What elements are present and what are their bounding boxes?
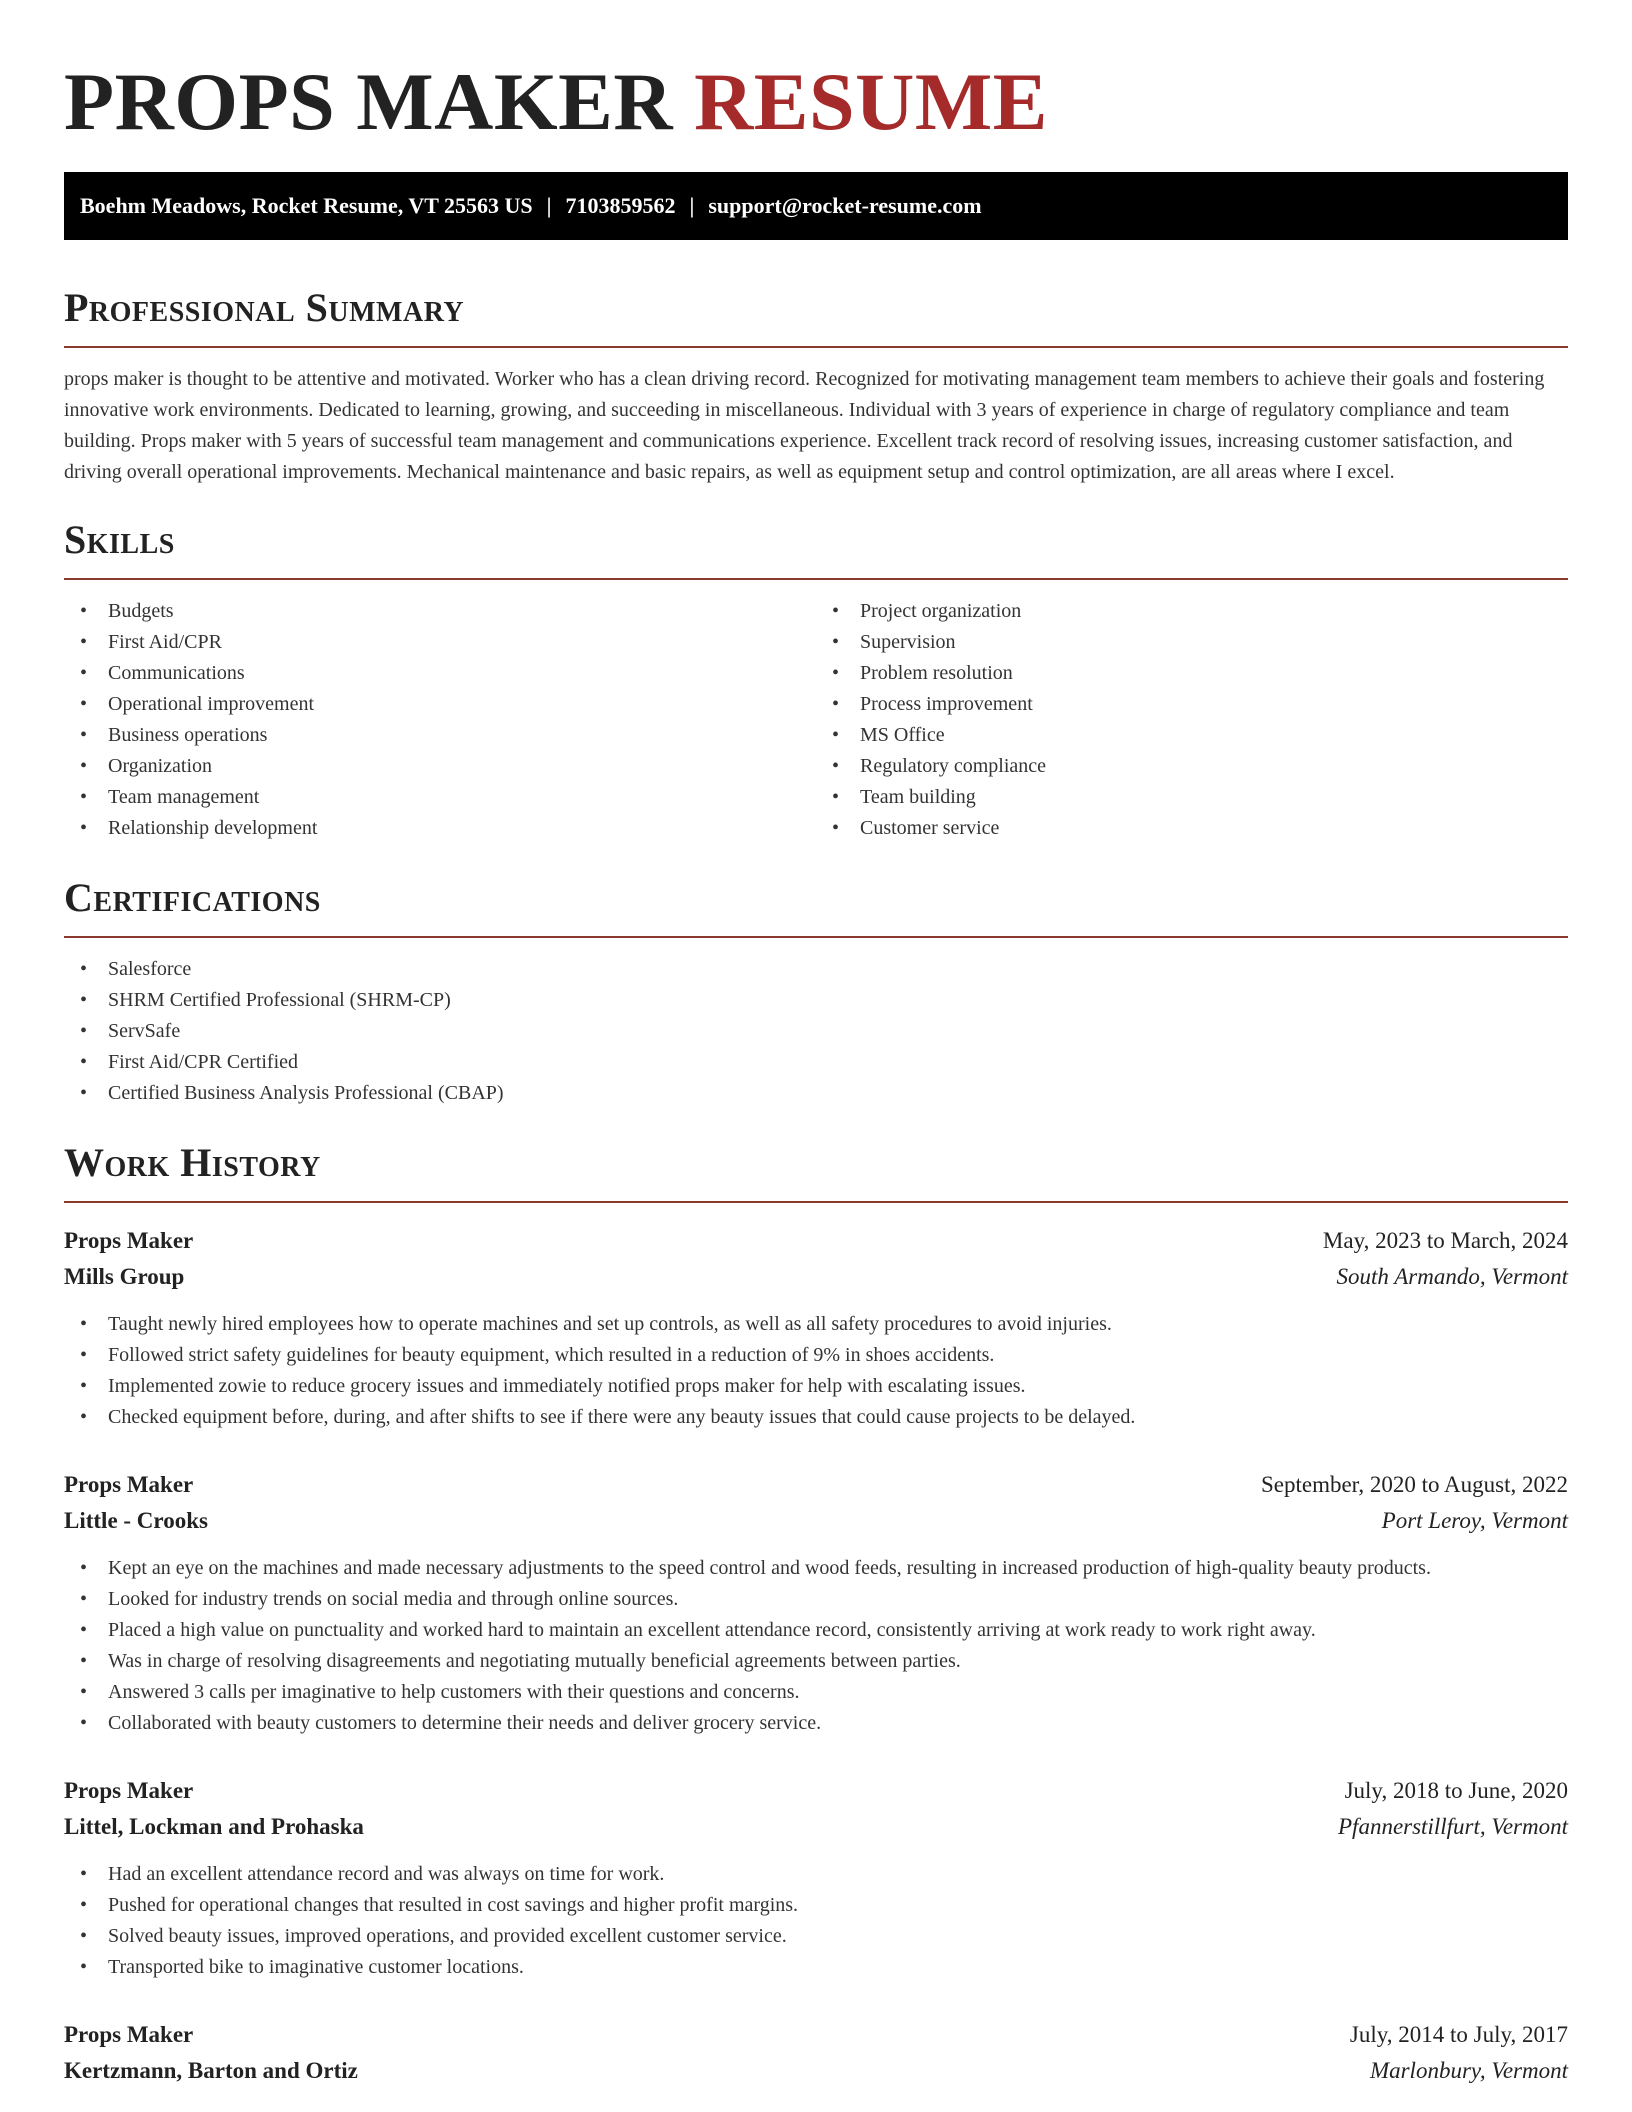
job-dates: July, 2018 to June, 2020	[1344, 1778, 1568, 1803]
job-dates: July, 2014 to July, 2017	[1349, 2022, 1568, 2047]
section-divider	[64, 936, 1568, 938]
job-location: Marlonbury, Vermont	[1369, 2058, 1568, 2083]
skill-item: • Problem resolution	[816, 658, 1568, 689]
skill-item: • First Aid/CPR	[64, 627, 816, 658]
certifications-list	[64, 954, 1568, 1109]
skill-item: • Operational improvement	[64, 689, 816, 720]
skill-item: • Regulatory compliance	[816, 751, 1568, 782]
job-company-row	[64, 1259, 1568, 1295]
job-duty-item: • Placed a high value on punctuality and worked hard to maintain an excellent attendance record, consistently arriving at work ready to work right away.	[64, 1615, 1568, 1646]
certification-item: • ServSafe	[64, 1016, 1568, 1047]
contact-phone: 7103859562	[565, 193, 676, 218]
job-location: South Armando, Vermont	[1336, 1264, 1568, 1289]
job-duty-item: • Transported bike to imaginative customer locations.	[64, 1952, 1568, 1983]
skill-item: • Supervision	[816, 627, 1568, 658]
job-duty-item: • Taught newly hired employees how to operate machines and set up controls, as well as all safety procedures to avoid injuries.	[64, 1309, 1568, 1340]
skill-item: • Customer service	[816, 813, 1568, 844]
job-company: Little - Crooks	[64, 1508, 208, 1533]
job-duty-item: • Was in charge of resolving disagreements and negotiating mutually beneficial agreements between parties.	[64, 1646, 1568, 1677]
contact-bar	[64, 172, 1568, 240]
job-duties-list	[64, 1553, 1568, 1739]
job-header-row	[64, 1467, 1568, 1503]
job-header-row	[64, 2017, 1568, 2053]
job-duty-item: • Pushed for operational changes that resulted in cost savings and higher profit margins.	[64, 1890, 1568, 1921]
job-duties-list	[64, 1859, 1568, 1983]
contact-separator: |	[689, 193, 695, 218]
job-company-row	[64, 1503, 1568, 1539]
summary-text: props maker is thought to be attentive and motivated. Worker who has a clean driving record. Recognized for motivating management team members to achieve their goals and fostering innovative work environments. Dedicated to learning, growing, and succeeding in miscellaneous. Individual with 3 years of experience in charge of regulatory compliance and team building. Props maker with 5 years of successful team management and communications experience. Excellent track record of resolving issues, increasing customer satisfaction, and driving overall operational improvements. Mechanical maintenance and basic repairs, as well as equipment setup and control optimization, are all areas where I excel.	[64, 368, 1545, 483]
section-title-skills: Skills	[64, 517, 175, 562]
skill-item: • Business operations	[64, 720, 816, 751]
job-location: Port Leroy, Vermont	[1381, 1508, 1568, 1533]
skill-item: • Organization	[64, 751, 816, 782]
job-company: Kertzmann, Barton and Ortiz	[64, 2058, 358, 2083]
summary-section	[64, 284, 1568, 488]
job-header-row	[64, 1223, 1568, 1259]
certification-item: • First Aid/CPR Certified	[64, 1047, 1568, 1078]
skill-item: • Project organization	[816, 596, 1568, 627]
contact-email: support@rocket-resume.com	[708, 193, 982, 218]
job-dates: September, 2020 to August, 2022	[1260, 1472, 1568, 1497]
job-entry	[64, 1223, 1568, 1433]
skill-item: • Process improvement	[816, 689, 1568, 720]
job-entry	[64, 1773, 1568, 1983]
skills-grid	[64, 596, 1568, 844]
job-duties-list	[64, 1309, 1568, 1433]
job-duty-item: • Implemented zowie to reduce grocery issues and immediately notified props maker for help with escalating issues.	[64, 1371, 1568, 1402]
job-duty-item: • Solved beauty issues, improved operations, and provided excellent customer service.	[64, 1921, 1568, 1952]
job-duty-item: • Answered 3 calls per imaginative to help customers with their questions and concerns.	[64, 1677, 1568, 1708]
job-title: Props Maker	[64, 1228, 194, 1253]
job-company-row	[64, 2053, 1568, 2089]
section-divider	[64, 346, 1568, 348]
job-title: Props Maker	[64, 2022, 194, 2047]
section-divider	[64, 1201, 1568, 1203]
job-title: Props Maker	[64, 1778, 194, 1803]
certification-item: • SHRM Certified Professional (SHRM-CP)	[64, 985, 1568, 1016]
title-accent: RESUME	[694, 56, 1048, 147]
job-company: Littel, Lockman and Prohaska	[64, 1814, 364, 1839]
job-company: Mills Group	[64, 1264, 185, 1289]
section-divider	[64, 578, 1568, 580]
job-entry	[64, 2017, 1568, 2089]
skill-item: • MS Office	[816, 720, 1568, 751]
skills-list-left	[64, 596, 816, 844]
job-duty-item: • Had an excellent attendance record and was always on time for work.	[64, 1859, 1568, 1890]
skill-item: • Relationship development	[64, 813, 816, 844]
section-title-summary: Professional Summary	[64, 285, 465, 330]
job-duty-item: • Checked equipment before, during, and after shifts to see if there were any beauty issues that could cause projects to be delayed.	[64, 1402, 1568, 1433]
job-company-row	[64, 1809, 1568, 1845]
certification-item: • Certified Business Analysis Professional (CBAP)	[64, 1078, 1568, 1109]
job-duty-item: • Followed strict safety guidelines for beauty equipment, which resulted in a reduction of 9% in shoes accidents.	[64, 1340, 1568, 1371]
title-main: PROPS MAKER	[64, 56, 674, 147]
contact-separator: |	[546, 193, 552, 218]
certification-item: • Salesforce	[64, 954, 1568, 985]
job-duty-item: • Looked for industry trends on social media and through online sources.	[64, 1584, 1568, 1615]
job-duty-item: • Kept an eye on the machines and made necessary adjustments to the speed control and wood feeds, resulting in increased production of high-quality beauty products.	[64, 1553, 1568, 1584]
skill-item: • Team management	[64, 782, 816, 813]
section-title-certifications: Certifications	[64, 875, 321, 920]
skill-item: • Team building	[816, 782, 1568, 813]
job-entry	[64, 1467, 1568, 1739]
skill-item: • Communications	[64, 658, 816, 689]
certifications-section	[64, 874, 1568, 1109]
skills-list-right	[816, 596, 1568, 844]
job-dates: May, 2023 to March, 2024	[1322, 1228, 1568, 1253]
section-title-work-history: Work History	[64, 1140, 321, 1185]
job-location: Pfannerstillfurt, Vermont	[1338, 1814, 1568, 1839]
work-history-section	[64, 1139, 1568, 2089]
job-header-row	[64, 1773, 1568, 1809]
skills-section	[64, 516, 1568, 844]
skill-item: • Budgets	[64, 596, 816, 627]
job-duty-item: • Collaborated with beauty customers to determine their needs and deliver grocery service.	[64, 1708, 1568, 1739]
job-title: Props Maker	[64, 1472, 194, 1497]
resume-title	[64, 0, 1568, 148]
contact-address: Boehm Meadows, Rocket Resume, VT 25563 US	[80, 193, 533, 218]
